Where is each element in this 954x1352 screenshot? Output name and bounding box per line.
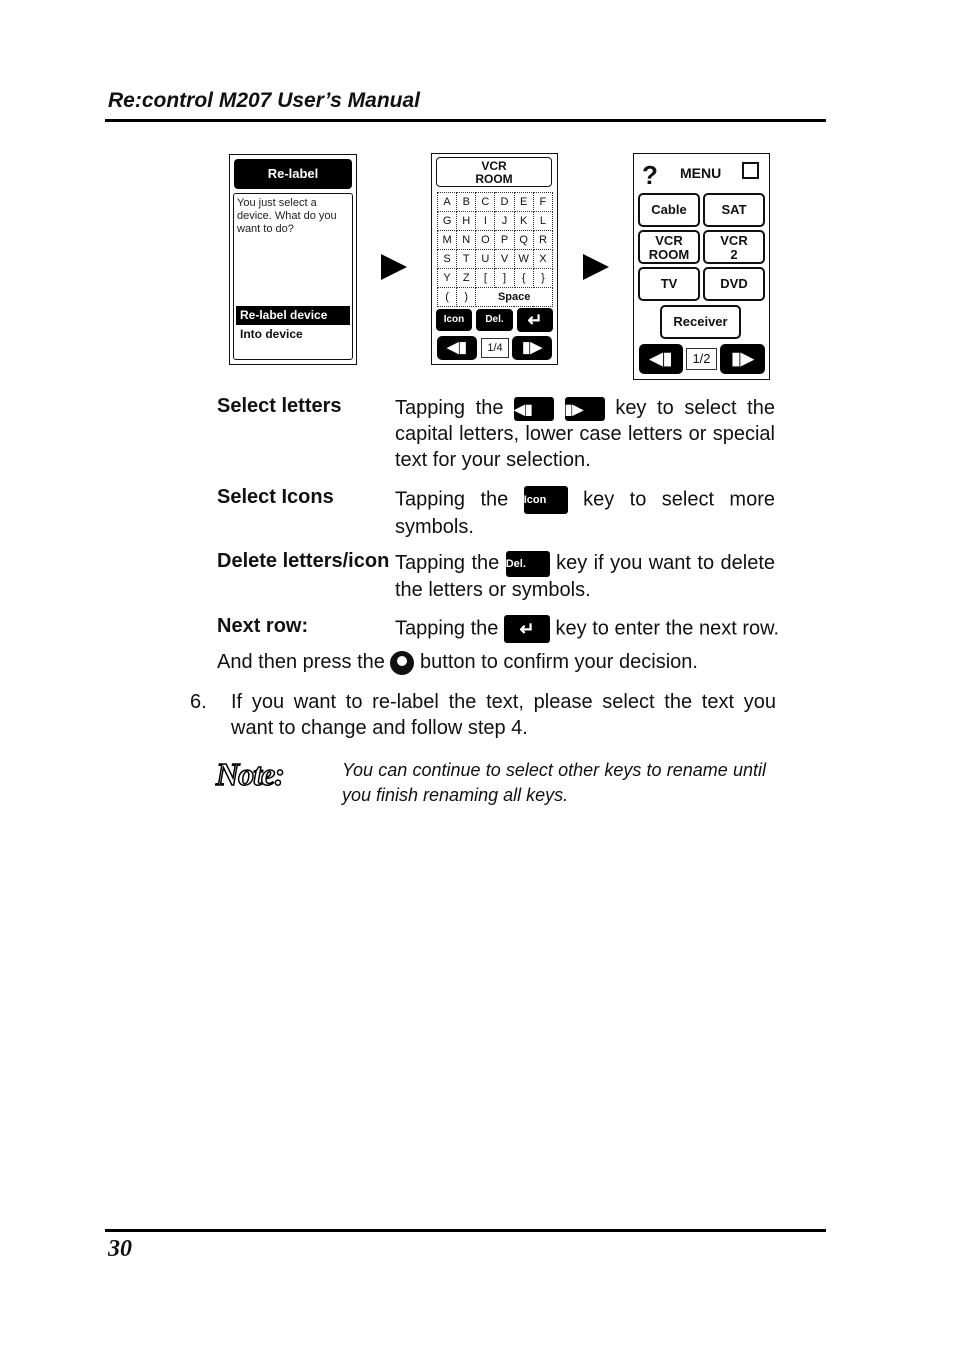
cable-key[interactable]: Cable — [638, 193, 700, 227]
letter-grid — [437, 192, 553, 307]
letter-key[interactable]: S — [438, 250, 457, 269]
menu-title: MENU — [680, 165, 722, 181]
letter-key[interactable]: L — [533, 212, 552, 231]
note-text: You can continue to select other keys to rename until you finish renaming all keys. — [342, 760, 766, 805]
enter-icon: ↵ — [519, 619, 535, 639]
step-number: 6. — [190, 691, 207, 713]
text-delete — [395, 550, 775, 603]
letter-key[interactable]: Z — [457, 269, 476, 288]
label-preview — [436, 157, 552, 187]
light-bulb-icon — [397, 656, 407, 666]
arrow-right-icon: ▮▶ — [731, 349, 754, 368]
page-indicator: 1/4 — [481, 338, 509, 358]
letter-key[interactable]: G — [438, 212, 457, 231]
text-pre: Tapping the — [395, 617, 499, 640]
icon-key-icon — [524, 486, 568, 514]
delete-key-label: Del. — [485, 314, 504, 325]
delete-key[interactable] — [476, 309, 513, 331]
confirm-text — [217, 649, 777, 675]
letter-key[interactable]: Y — [438, 269, 457, 288]
letter-key[interactable]: R — [533, 231, 552, 250]
relabel-title: Re-label — [234, 159, 352, 189]
label-line-1: VCR — [481, 159, 507, 173]
running-header: Re:control M207 User’s Manual — [108, 89, 420, 112]
letter-key[interactable]: T — [457, 250, 476, 269]
letter-key[interactable]: [ — [476, 269, 495, 288]
letter-key[interactable]: F — [533, 193, 552, 212]
text-post: button to confirm your decision. — [420, 651, 698, 673]
vcr-room-key[interactable] — [638, 230, 700, 264]
letter-key[interactable]: N — [457, 231, 476, 250]
page-indicator: 1/2 — [686, 348, 717, 370]
icon-key[interactable] — [436, 309, 472, 331]
letter-key[interactable]: V — [495, 250, 514, 269]
letter-key[interactable]: ] — [495, 269, 514, 288]
arrow-left-key-icon: ◀▮ — [514, 397, 554, 421]
letter-key[interactable]: B — [457, 193, 476, 212]
text-select-icons — [395, 486, 775, 540]
sat-key[interactable]: SAT — [703, 193, 765, 227]
arrow-left-icon: ◀▮ — [447, 339, 467, 356]
text-post: key to select the capital letters, lower case letters or special text for your selection. — [395, 397, 775, 471]
into-device-option[interactable]: Into device — [240, 327, 303, 341]
enter-icon: ↵ — [527, 310, 543, 330]
label-select-icons: Select Icons — [217, 486, 334, 508]
tv-key[interactable]: TV — [638, 267, 700, 301]
arrow-right-icon — [381, 254, 407, 280]
text-pre: And then press the — [217, 651, 385, 673]
text-post: key to select more symbols. — [395, 488, 775, 538]
letter-key[interactable]: U — [476, 250, 495, 269]
text-select-letters — [395, 395, 775, 473]
letter-key[interactable]: Q — [514, 231, 533, 250]
relabel-device-option[interactable]: Re-label device — [236, 306, 350, 325]
note-logo: Note: — [216, 756, 284, 792]
vcr2-key[interactable] — [703, 230, 765, 264]
label-line-2: ROOM — [475, 172, 513, 186]
delete-key-label: Del. — [505, 557, 526, 570]
letter-key[interactable]: M — [438, 231, 457, 250]
confirm-button-icon — [390, 651, 414, 675]
letter-key[interactable]: O — [476, 231, 495, 250]
letter-key[interactable]: { — [514, 269, 533, 288]
text-post: key to enter the next row. — [555, 617, 780, 640]
vcr-room-label-1: VCR — [655, 233, 683, 248]
header-rule — [105, 119, 826, 122]
letter-key[interactable]: I — [476, 212, 495, 231]
prev-page-button[interactable] — [437, 336, 477, 360]
text-post: key if you want to delete the letters or symbols. — [395, 552, 775, 601]
icon-key-label: Icon — [443, 314, 465, 325]
letter-key[interactable]: ) — [457, 288, 476, 307]
letter-key[interactable]: } — [533, 269, 552, 288]
vcr2-label-1: VCR — [720, 233, 748, 248]
page-number: 30 — [108, 1236, 132, 1262]
step-6-text: If you want to re-label the text, please select the text you want to change and follow step 4. — [231, 691, 776, 739]
letter-key[interactable]: D — [495, 193, 514, 212]
letter-key[interactable]: A — [438, 193, 457, 212]
edit-icon[interactable] — [742, 162, 759, 179]
letter-key[interactable]: H — [457, 212, 476, 231]
letter-key[interactable]: C — [476, 193, 495, 212]
text-pre: Tapping the — [395, 397, 504, 419]
letter-key[interactable]: ( — [438, 288, 457, 307]
icon-key-label: Icon — [523, 494, 547, 506]
help-icon[interactable]: ? — [642, 160, 658, 190]
footer-rule — [105, 1229, 826, 1232]
enter-key[interactable] — [517, 308, 553, 332]
letter-key[interactable]: P — [495, 231, 514, 250]
letter-key[interactable]: W — [514, 250, 533, 269]
arrow-right-icon — [583, 254, 609, 280]
dvd-key[interactable]: DVD — [703, 267, 765, 301]
label-delete: Delete letters/icon — [217, 550, 390, 572]
text-pre: Tapping the — [395, 488, 509, 511]
letter-key[interactable]: X — [533, 250, 552, 269]
next-page-button[interactable] — [720, 344, 765, 374]
text-next-row — [395, 615, 785, 643]
arrow-right-key-icon: ▮▶ — [565, 397, 605, 421]
delete-key-icon — [506, 551, 550, 577]
vcr-room-label-2: ROOM — [648, 247, 690, 262]
letter-key[interactable]: J — [495, 212, 514, 231]
letter-key[interactable]: E — [514, 193, 533, 212]
prev-page-button[interactable] — [639, 344, 683, 374]
space-key[interactable]: Space — [476, 288, 553, 307]
arrow-left-icon: ◀▮ — [649, 349, 673, 368]
receiver-key[interactable]: Receiver — [660, 305, 741, 339]
label-select-letters: Select letters — [217, 395, 342, 417]
next-page-button[interactable] — [512, 336, 552, 360]
vcr2-label-2: 2 — [730, 247, 738, 262]
relabel-prompt: You just select a device. What do you want to do? — [233, 193, 353, 360]
text-pre: Tapping the — [395, 552, 500, 574]
arrow-right-icon: ▮▶ — [522, 339, 542, 356]
enter-key-icon — [504, 615, 550, 643]
label-next-row: Next row: — [217, 615, 309, 637]
letter-key[interactable]: K — [514, 212, 533, 231]
